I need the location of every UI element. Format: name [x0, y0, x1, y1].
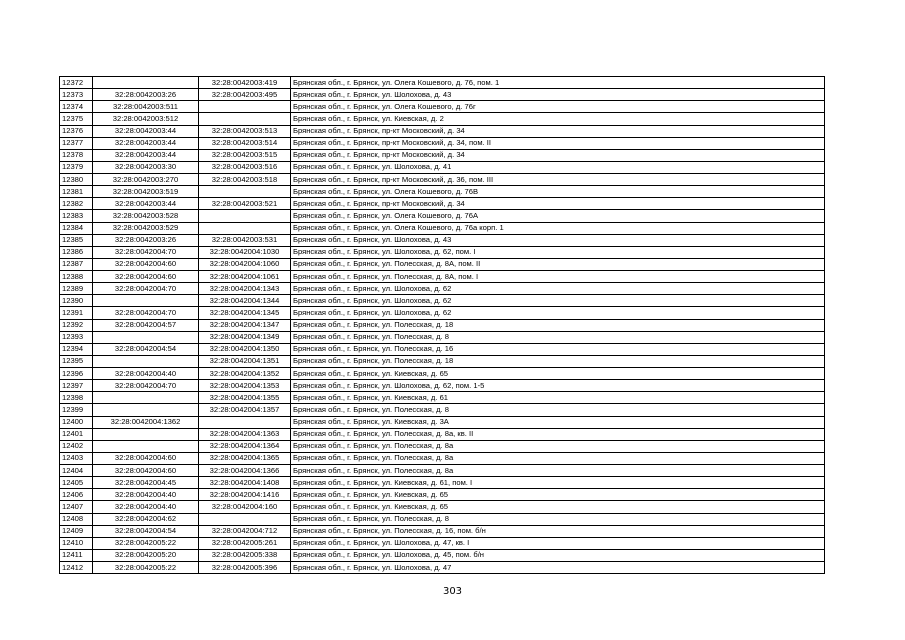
parent-cadastral-number-cell: 32:28:0042004:57 — [93, 319, 199, 331]
row-number-cell: 12381 — [60, 186, 93, 198]
table-row — [60, 137, 825, 149]
property-register-table — [59, 76, 825, 574]
cadastral-number-cell: 32:28:0042005:396 — [199, 562, 291, 574]
row-number-cell: 12396 — [60, 368, 93, 380]
address-cell: Брянская обл., г. Брянск, пр-кт Московский, д. 34, пом. II — [291, 137, 825, 149]
row-number-cell: 12397 — [60, 380, 93, 392]
address-cell: Брянская обл., г. Брянск, ул. Шолохова, д. 47 — [291, 562, 825, 574]
parent-cadastral-number-cell: 32:28:0042005:20 — [93, 549, 199, 561]
address-cell: Брянская обл., г. Брянск, ул. Киевская, д. 2 — [291, 113, 825, 125]
address-cell: Брянская обл., г. Брянск, ул. Полесская, д. 8а — [291, 452, 825, 464]
parent-cadastral-number-cell: 32:28:0042004:62 — [93, 513, 199, 525]
cadastral-number-cell: 32:28:0042004:1416 — [199, 489, 291, 501]
address-cell: Брянская обл., г. Брянск, ул. Полесская, д. 8 — [291, 331, 825, 343]
table-row — [60, 416, 825, 428]
cadastral-number-cell: 32:28:0042003:521 — [199, 198, 291, 210]
table-row — [60, 549, 825, 561]
cadastral-number-cell: 32:28:0042003:513 — [199, 125, 291, 137]
address-cell: Брянская обл., г. Брянск, ул. Полесская, д. 18 — [291, 355, 825, 367]
table-row — [60, 562, 825, 574]
row-number-cell: 12386 — [60, 246, 93, 258]
parent-cadastral-number-cell — [93, 295, 199, 307]
table-row — [60, 234, 825, 246]
address-cell: Брянская обл., г. Брянск, ул. Полесская, д. 8а, кв. II — [291, 428, 825, 440]
cadastral-number-cell: 32:28:0042004:1347 — [199, 319, 291, 331]
cadastral-number-cell — [199, 186, 291, 198]
cadastral-number-cell: 32:28:0042004:1344 — [199, 295, 291, 307]
cadastral-number-cell — [199, 416, 291, 428]
parent-cadastral-number-cell: 32:28:0042003:44 — [93, 149, 199, 161]
address-cell: Брянская обл., г. Брянск, ул. Олега Кошевого, д. 76В — [291, 186, 825, 198]
cadastral-number-cell: 32:28:0042003:419 — [199, 77, 291, 89]
row-number-cell: 12382 — [60, 198, 93, 210]
table-row — [60, 331, 825, 343]
table-row — [60, 210, 825, 222]
address-cell: Брянская обл., г. Брянск, ул. Олега Кошевого, д. 76, пом. 1 — [291, 77, 825, 89]
parent-cadastral-number-cell: 32:28:0042003:30 — [93, 161, 199, 173]
table-row — [60, 295, 825, 307]
parent-cadastral-number-cell: 32:28:0042003:512 — [93, 113, 199, 125]
address-cell: Брянская обл., г. Брянск, пр-кт Московский, д. 34 — [291, 125, 825, 137]
cadastral-number-cell: 32:28:0042003:516 — [199, 161, 291, 173]
address-cell: Брянская обл., г. Брянск, ул. Шолохова, д. 62, пом. I — [291, 246, 825, 258]
parent-cadastral-number-cell: 32:28:0042004:54 — [93, 343, 199, 355]
table-row — [60, 307, 825, 319]
row-number-cell: 12407 — [60, 501, 93, 513]
parent-cadastral-number-cell: 32:28:0042005:22 — [93, 562, 199, 574]
parent-cadastral-number-cell: 32:28:0042004:60 — [93, 465, 199, 477]
cadastral-number-cell: 32:28:0042004:1345 — [199, 307, 291, 319]
cadastral-number-cell: 32:28:0042004:712 — [199, 525, 291, 537]
row-number-cell: 12399 — [60, 404, 93, 416]
cadastral-number-cell: 32:28:0042004:1355 — [199, 392, 291, 404]
table-row — [60, 392, 825, 404]
row-number-cell: 12376 — [60, 125, 93, 137]
address-cell: Брянская обл., г. Брянск, ул. Полесская, д. 8 — [291, 513, 825, 525]
cadastral-number-cell: 32:28:0042003:531 — [199, 234, 291, 246]
parent-cadastral-number-cell: 32:28:0042004:60 — [93, 258, 199, 270]
table-row — [60, 174, 825, 186]
parent-cadastral-number-cell: 32:28:0042004:54 — [93, 525, 199, 537]
parent-cadastral-number-cell: 32:28:0042003:270 — [93, 174, 199, 186]
cadastral-number-cell: 32:28:0042004:1060 — [199, 258, 291, 270]
parent-cadastral-number-cell: 32:28:0042003:528 — [93, 210, 199, 222]
row-number-cell: 12391 — [60, 307, 93, 319]
row-number-cell: 12398 — [60, 392, 93, 404]
row-number-cell: 12390 — [60, 295, 93, 307]
cadastral-number-cell: 32:28:0042004:1353 — [199, 380, 291, 392]
table-row — [60, 222, 825, 234]
cadastral-number-cell: 32:28:0042004:1357 — [199, 404, 291, 416]
cadastral-number-cell: 32:28:0042004:1408 — [199, 477, 291, 489]
address-cell: Брянская обл., г. Брянск, ул. Полесская, д. 16, пом. б/н — [291, 525, 825, 537]
row-number-cell: 12408 — [60, 513, 93, 525]
page-number: 303 — [442, 586, 463, 597]
cadastral-number-cell: 32:28:0042005:338 — [199, 549, 291, 561]
address-cell: Брянская обл., г. Брянск, ул. Полесская, д. 16 — [291, 343, 825, 355]
address-cell: Брянская обл., г. Брянск, ул. Киевская, д. 65 — [291, 489, 825, 501]
row-number-cell: 12401 — [60, 428, 93, 440]
parent-cadastral-number-cell: 32:28:0042003:44 — [93, 198, 199, 210]
parent-cadastral-number-cell: 32:28:0042005:22 — [93, 537, 199, 549]
address-cell: Брянская обл., г. Брянск, ул. Шолохова, д. 62 — [291, 307, 825, 319]
parent-cadastral-number-cell: 32:28:0042004:40 — [93, 501, 199, 513]
cadastral-number-cell: 32:28:0042003:495 — [199, 89, 291, 101]
cadastral-number-cell: 32:28:0042004:1351 — [199, 355, 291, 367]
cadastral-number-cell: 32:28:0042003:515 — [199, 149, 291, 161]
row-number-cell: 12385 — [60, 234, 93, 246]
parent-cadastral-number-cell — [93, 331, 199, 343]
table-row — [60, 343, 825, 355]
cadastral-number-cell: 32:28:0042004:1365 — [199, 452, 291, 464]
parent-cadastral-number-cell — [93, 440, 199, 452]
table-row — [60, 271, 825, 283]
register-table-body — [60, 77, 825, 574]
address-cell: Брянская обл., г. Брянск, ул. Киевская, д. 65 — [291, 501, 825, 513]
row-number-cell: 12380 — [60, 174, 93, 186]
row-number-cell: 12375 — [60, 113, 93, 125]
table-row — [60, 477, 825, 489]
address-cell: Брянская обл., г. Брянск, ул. Олега Кошевого, д. 76а корп. 1 — [291, 222, 825, 234]
cadastral-number-cell — [199, 513, 291, 525]
row-number-cell: 12409 — [60, 525, 93, 537]
row-number-cell: 12387 — [60, 258, 93, 270]
row-number-cell: 12393 — [60, 331, 93, 343]
cadastral-number-cell: 32:28:0042003:514 — [199, 137, 291, 149]
parent-cadastral-number-cell — [93, 428, 199, 440]
address-cell: Брянская обл., г. Брянск, ул. Полесская, д. 18 — [291, 319, 825, 331]
row-number-cell: 12410 — [60, 537, 93, 549]
cadastral-number-cell: 32:28:0042004:1363 — [199, 428, 291, 440]
row-number-cell: 12379 — [60, 161, 93, 173]
parent-cadastral-number-cell: 32:28:0042003:26 — [93, 89, 199, 101]
row-number-cell: 12402 — [60, 440, 93, 452]
parent-cadastral-number-cell: 32:28:0042004:40 — [93, 489, 199, 501]
cadastral-number-cell — [199, 222, 291, 234]
table-row — [60, 77, 825, 89]
table-row — [60, 113, 825, 125]
parent-cadastral-number-cell — [93, 392, 199, 404]
table-row — [60, 319, 825, 331]
row-number-cell: 12372 — [60, 77, 93, 89]
table-row — [60, 258, 825, 270]
parent-cadastral-number-cell: 32:28:0042003:44 — [93, 125, 199, 137]
address-cell: Брянская обл., г. Брянск, пр-кт Московский, д. 36, пом. III — [291, 174, 825, 186]
row-number-cell: 12384 — [60, 222, 93, 234]
row-number-cell: 12392 — [60, 319, 93, 331]
row-number-cell: 12400 — [60, 416, 93, 428]
parent-cadastral-number-cell: 32:28:0042003:519 — [93, 186, 199, 198]
address-cell: Брянская обл., г. Брянск, ул. Киевская, д. 3А — [291, 416, 825, 428]
address-cell: Брянская обл., г. Брянск, ул. Киевская, д. 61 — [291, 392, 825, 404]
cadastral-number-cell: 32:28:0042004:1349 — [199, 331, 291, 343]
address-cell: Брянская обл., г. Брянск, ул. Полесская, д. 8а — [291, 465, 825, 477]
cadastral-number-cell: 32:28:0042004:1343 — [199, 283, 291, 295]
row-number-cell: 12404 — [60, 465, 93, 477]
cadastral-number-cell — [199, 113, 291, 125]
cadastral-number-cell: 32:28:0042004:1030 — [199, 246, 291, 258]
table-row — [60, 380, 825, 392]
table-row — [60, 125, 825, 137]
parent-cadastral-number-cell: 32:28:0042003:26 — [93, 234, 199, 246]
parent-cadastral-number-cell: 32:28:0042004:70 — [93, 307, 199, 319]
row-number-cell: 12411 — [60, 549, 93, 561]
cadastral-number-cell — [199, 210, 291, 222]
address-cell: Брянская обл., г. Брянск, ул. Шолохова, д. 43 — [291, 89, 825, 101]
table-row — [60, 186, 825, 198]
address-cell: Брянская обл., г. Брянск, ул. Полесская, д. 8А, пом. I — [291, 271, 825, 283]
table-row — [60, 283, 825, 295]
address-cell: Брянская обл., г. Брянск, ул. Шолохова, д. 62 — [291, 283, 825, 295]
row-number-cell: 12374 — [60, 101, 93, 113]
table-row — [60, 89, 825, 101]
table-row — [60, 537, 825, 549]
table-row — [60, 101, 825, 113]
cadastral-number-cell: 32:28:0042003:518 — [199, 174, 291, 186]
row-number-cell: 12412 — [60, 562, 93, 574]
parent-cadastral-number-cell: 32:28:0042004:1362 — [93, 416, 199, 428]
row-number-cell: 12378 — [60, 149, 93, 161]
parent-cadastral-number-cell: 32:28:0042004:70 — [93, 246, 199, 258]
row-number-cell: 12394 — [60, 343, 93, 355]
address-cell: Брянская обл., г. Брянск, ул. Киевская, д. 65 — [291, 368, 825, 380]
row-number-cell: 12405 — [60, 477, 93, 489]
table-row — [60, 161, 825, 173]
parent-cadastral-number-cell: 32:28:0042003:511 — [93, 101, 199, 113]
row-number-cell: 12383 — [60, 210, 93, 222]
address-cell: Брянская обл., г. Брянск, ул. Олега Кошевого, д. 76г — [291, 101, 825, 113]
parent-cadastral-number-cell: 32:28:0042004:70 — [93, 283, 199, 295]
cadastral-number-cell: 32:28:0042004:1366 — [199, 465, 291, 477]
parent-cadastral-number-cell — [93, 77, 199, 89]
cadastral-number-cell: 32:28:0042004:1350 — [199, 343, 291, 355]
address-cell: Брянская обл., г. Брянск, пр-кт Московский, д. 34 — [291, 198, 825, 210]
address-cell: Брянская обл., г. Брянск, ул. Шолохова, д. 43 — [291, 234, 825, 246]
table-row — [60, 368, 825, 380]
address-cell: Брянская обл., г. Брянск, ул. Полесская, д. 8А, пом. II — [291, 258, 825, 270]
row-number-cell: 12406 — [60, 489, 93, 501]
row-number-cell: 12373 — [60, 89, 93, 101]
address-cell: Брянская обл., г. Брянск, пр-кт Московский, д. 34 — [291, 149, 825, 161]
cadastral-number-cell: 32:28:0042005:261 — [199, 537, 291, 549]
cadastral-number-cell: 32:28:0042004:160 — [199, 501, 291, 513]
parent-cadastral-number-cell: 32:28:0042004:60 — [93, 452, 199, 464]
table-row — [60, 525, 825, 537]
row-number-cell: 12395 — [60, 355, 93, 367]
cadastral-number-cell — [199, 101, 291, 113]
address-cell: Брянская обл., г. Брянск, ул. Шолохова, д. 41 — [291, 161, 825, 173]
parent-cadastral-number-cell: 32:28:0042003:44 — [93, 137, 199, 149]
parent-cadastral-number-cell: 32:28:0042003:529 — [93, 222, 199, 234]
address-cell: Брянская обл., г. Брянск, ул. Олега Кошевого, д. 76А — [291, 210, 825, 222]
parent-cadastral-number-cell: 32:28:0042004:45 — [93, 477, 199, 489]
address-cell: Брянская обл., г. Брянск, ул. Шолохова, д. 45, пом. б/н — [291, 549, 825, 561]
table-row — [60, 501, 825, 513]
parent-cadastral-number-cell — [93, 404, 199, 416]
table-row — [60, 513, 825, 525]
address-cell: Брянская обл., г. Брянск, ул. Шолохова, д. 62, пом. 1-5 — [291, 380, 825, 392]
address-cell: Брянская обл., г. Брянск, ул. Шолохова, д. 62 — [291, 295, 825, 307]
table-row — [60, 246, 825, 258]
table-row — [60, 149, 825, 161]
parent-cadastral-number-cell — [93, 355, 199, 367]
table-row — [60, 404, 825, 416]
table-row — [60, 489, 825, 501]
cadastral-number-cell: 32:28:0042004:1061 — [199, 271, 291, 283]
row-number-cell: 12389 — [60, 283, 93, 295]
cadastral-number-cell: 32:28:0042004:1364 — [199, 440, 291, 452]
cadastral-number-cell: 32:28:0042004:1352 — [199, 368, 291, 380]
table-row — [60, 452, 825, 464]
address-cell: Брянская обл., г. Брянск, ул. Полесская, д. 8 — [291, 404, 825, 416]
address-cell: Брянская обл., г. Брянск, ул. Шолохова, д. 47, кв. I — [291, 537, 825, 549]
parent-cadastral-number-cell: 32:28:0042004:60 — [93, 271, 199, 283]
row-number-cell: 12403 — [60, 452, 93, 464]
row-number-cell: 12388 — [60, 271, 93, 283]
table-row — [60, 198, 825, 210]
table-row — [60, 465, 825, 477]
address-cell: Брянская обл., г. Брянск, ул. Полесская, д. 8а — [291, 440, 825, 452]
row-number-cell: 12377 — [60, 137, 93, 149]
table-row — [60, 428, 825, 440]
parent-cadastral-number-cell: 32:28:0042004:70 — [93, 380, 199, 392]
table-row — [60, 440, 825, 452]
table-row — [60, 355, 825, 367]
parent-cadastral-number-cell: 32:28:0042004:40 — [93, 368, 199, 380]
address-cell: Брянская обл., г. Брянск, ул. Киевская, д. 61, пом. I — [291, 477, 825, 489]
